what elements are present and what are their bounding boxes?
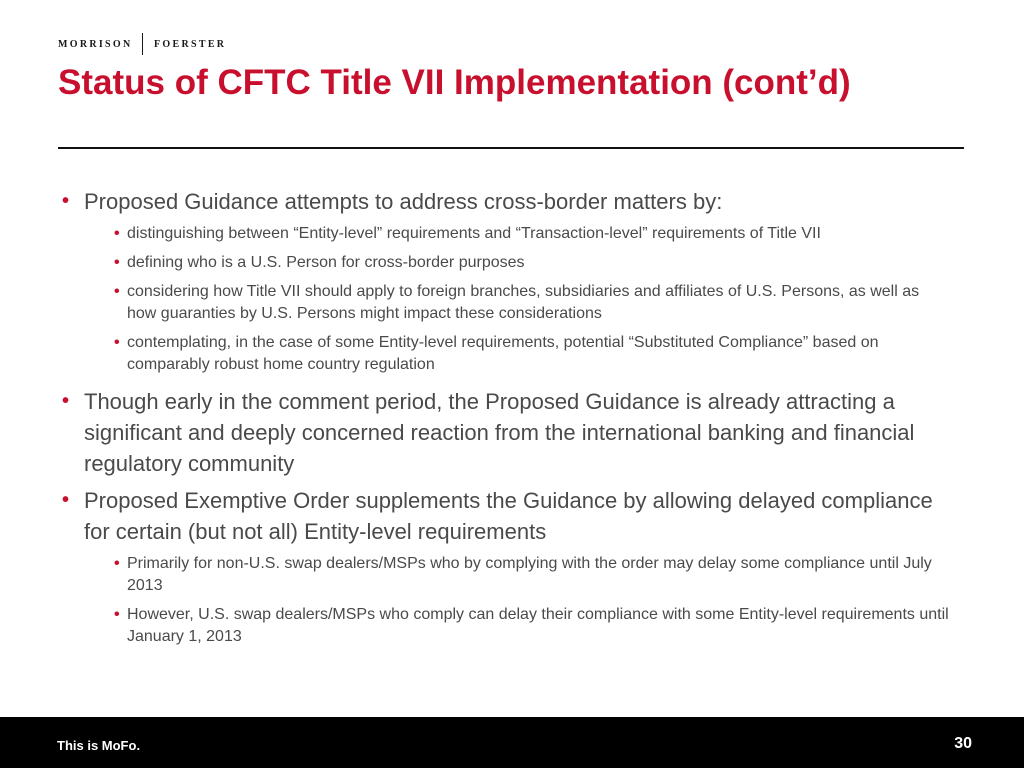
logo-name-right: FOERSTER xyxy=(154,38,227,50)
logo-divider xyxy=(142,33,144,55)
firm-logo xyxy=(58,32,226,56)
sub-bullet-text: considering how Title VII should apply to foreign branches, subsidiaries and affiliates of U.S. Persons, as well as how guaranties by U.S. Persons might impact these considerations xyxy=(127,283,920,322)
bullet-dot-icon: • xyxy=(62,390,70,412)
bullet-item xyxy=(62,485,952,547)
bullet-item xyxy=(62,186,952,217)
footer-bar xyxy=(0,717,1024,768)
sub-bullet-item xyxy=(114,223,952,245)
sub-bullet-text: defining who is a U.S. Person for cross-border purposes xyxy=(127,254,525,271)
sub-bullet-item xyxy=(114,604,952,648)
sub-bullet-item xyxy=(114,281,952,325)
bullet-dot-icon: • xyxy=(114,606,120,623)
sub-bullet-item xyxy=(114,332,952,376)
sub-bullet-text: Primarily for non-U.S. swap dealers/MSPs who by complying with the order may delay some compliance until July 2013 xyxy=(127,555,932,594)
bullet-text: Though early in the comment period, the Proposed Guidance is already attracting a significant and deeply concerned reaction from the international banking and financial regulatory community xyxy=(84,389,915,476)
title-underline xyxy=(58,147,964,149)
slide-title: Status of CFTC Title VII Implementation (cont’d) xyxy=(58,63,851,102)
bullet-dot-icon: • xyxy=(62,190,70,212)
bullet-dot-icon: • xyxy=(62,489,70,511)
page-number: 30 xyxy=(954,735,972,752)
bullet-dot-icon: • xyxy=(114,283,120,300)
sub-bullet-item xyxy=(114,252,952,274)
slide-content xyxy=(62,186,952,655)
bullet-dot-icon: • xyxy=(114,254,120,271)
sub-bullet-item xyxy=(114,553,952,597)
bullet-dot-icon: • xyxy=(114,334,120,351)
bullet-text: Proposed Guidance attempts to address cross-border matters by: xyxy=(84,189,723,214)
bullet-dot-icon: • xyxy=(114,555,120,572)
sub-bullet-text: distinguishing between “Entity-level” requirements and “Transaction-level” requirements of Title VII xyxy=(127,225,821,242)
logo-name-left: MORRISON xyxy=(58,38,133,50)
bullet-text: Proposed Exemptive Order supplements the Guidance by allowing delayed compliance for certain (but not all) Entity-level requirements xyxy=(84,488,933,544)
bullet-dot-icon: • xyxy=(114,225,120,242)
bullet-item xyxy=(62,386,952,479)
sub-bullet-text: contemplating, in the case of some Entity-level requirements, potential “Substituted Compliance” based on comparably robust home country regulation xyxy=(127,334,879,373)
footer-tagline: This is MoFo. xyxy=(57,738,141,753)
sub-bullet-text: However, U.S. swap dealers/MSPs who comply can delay their compliance with some Entity-level requirements until January 1, 2013 xyxy=(127,606,949,645)
